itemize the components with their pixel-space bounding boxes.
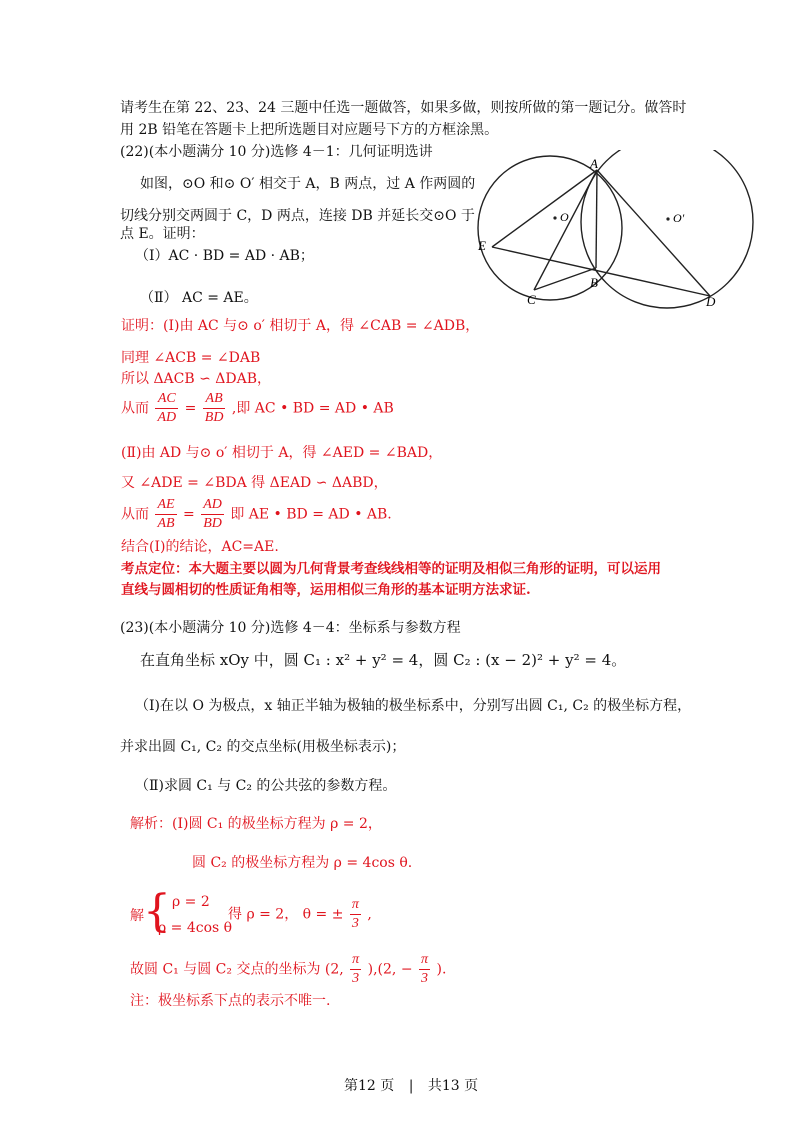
q23-sol-4-suffix: ).	[436, 961, 447, 978]
q22-sol-4-frac-2	[203, 390, 226, 427]
q22-body-2: 切线分别交两圆于 C，D 两点，连接 DB 并延长交⊙O 于	[120, 208, 475, 224]
q22-sol-4-frac-2-den: BD	[204, 410, 224, 425]
center-o-dot	[553, 216, 556, 219]
circle-o	[478, 156, 622, 300]
q22-sol-3: 所以 ΔACB ∽ ΔDAB，	[121, 371, 272, 387]
q22-sol-4-frac-1	[155, 390, 178, 427]
q23-sol-1: 解析：(Ⅰ)圆 C₁ 的极坐标方程为 ρ = 2，	[130, 816, 382, 832]
q22-sol-7-frac-1-den: AB	[157, 516, 175, 531]
q23-sol-3-sys-1: ρ = 2	[172, 894, 210, 910]
q23-sol-3-frac-num: π	[350, 896, 361, 915]
q23-sol-3-sys-2: ρ = 4cos θ	[158, 920, 233, 936]
q22-sol-4-suffix: ,即 AC • BD = AD • AB	[231, 400, 394, 417]
q23-sol-3-suffix: ,	[367, 906, 372, 923]
label-d: D	[706, 294, 716, 309]
footer-page: 第12 页	[344, 1078, 395, 1094]
circle-o-prime	[581, 150, 753, 308]
footer-sep: |	[408, 1078, 414, 1094]
q23-sol-4-frac-1-den: 3	[352, 971, 360, 986]
label-o-prime: O′	[673, 211, 685, 225]
q23-sol-3-mid: 得 ρ = 2， θ = ±	[228, 906, 344, 923]
q22-sol-7-suffix: 即 AE • BD = AD • AB.	[230, 506, 392, 523]
q23-sol-3-frac-den: 3	[351, 916, 359, 931]
q22-sol-7-frac-1	[155, 496, 176, 533]
label-a: A	[590, 156, 598, 171]
q22-sol-7	[121, 496, 392, 533]
q22-sol-4-frac-1-den: AD	[157, 410, 177, 425]
footer-total: 共13 页	[427, 1078, 479, 1094]
q22-part-2: （Ⅱ） AC = AE。	[140, 290, 258, 306]
q22-sol-4-frac-2-num: AB	[203, 390, 226, 409]
q23-sol-5: 注：极坐标系下点的表示不唯一.	[130, 993, 331, 1009]
q22-sol-4-eq: =	[184, 400, 197, 417]
q23-header: (23)(本小题满分 10 分)选修 4－4：坐标系与参数方程	[120, 620, 461, 636]
q23-sol-4-frac-2-num: π	[419, 951, 430, 970]
q23-sol-4-frac-1	[350, 951, 361, 988]
q23-part-1b: 并求出圆 C₁, C₂ 的交点坐标(用极坐标表示)；	[120, 739, 406, 755]
label-o: O	[560, 210, 569, 224]
q23-sol-4-frac-2-den: 3	[421, 971, 429, 986]
q22-sol-1: 证明：(Ⅰ)由 AC 与⊙ o′ 相切于 A，得 ∠CAB = ∠ADB，	[121, 318, 480, 334]
q22-sol-7-prefix: 从而	[121, 506, 149, 523]
q22-sol-4	[121, 390, 394, 427]
q22-sol-6: 又 ∠ADE = ∠BDA 得 ΔEAD ∽ ΔABD，	[121, 475, 388, 491]
label-b: B	[590, 275, 598, 290]
center-o-prime-dot	[666, 217, 669, 220]
q22-part-1: （Ⅰ）AC · BD = AD · AB；	[135, 248, 314, 264]
q22-body-3: 点 E。证明：	[120, 226, 205, 242]
q23-sol-4-mid: ),(2, −	[367, 961, 413, 978]
q23-sol-3-brace: {	[143, 886, 171, 937]
intro-line-1: 请考生在第 22、23、24 三题中任选一题做答，如果多做，则按所做的第一题记分。做答时	[120, 100, 687, 116]
q22-sol-7-frac-2	[201, 496, 224, 533]
q22-header: (22)(本小题满分 10 分)选修 4－1：几何证明选讲	[120, 144, 433, 160]
q22-sol-7-frac-2-den: BD	[203, 516, 222, 531]
q22-sol-7-eq: =	[183, 506, 195, 523]
geometry-figure	[472, 150, 772, 310]
q23-sol-3-prefix: 解	[130, 908, 144, 924]
intro-line-2: 用 2B 铅笔在答题卡上把所选题目对应题号下方的方框涂黑。	[120, 122, 499, 138]
page-footer	[344, 1077, 478, 1095]
q22-sol-4-frac-1-num: AC	[155, 390, 178, 409]
label-c: C	[527, 292, 536, 307]
q23-body-1: 在直角坐标 xOy 中，圆 C₁ : x² + y² = 4，圆 C₂ : (x − 2)² + y² = 4。	[140, 651, 627, 669]
q23-sol-3-frac	[350, 896, 361, 933]
q23-sol-3-rest	[228, 896, 372, 933]
q22-sol-2: 同理 ∠ACB = ∠DAB	[121, 350, 261, 366]
q22-body-1: 如图，⊙O 和⊙ O′ 相交于 A，B 两点，过 A 作两圆的	[140, 176, 476, 192]
q22-sol-5: (Ⅱ)由 AD 与⊙ o′ 相切于 A，得 ∠AED = ∠BAD，	[121, 445, 443, 461]
q23-sol-4-prefix: 故圆 C₁ 与圆 C₂ 交点的坐标为 (2,	[130, 961, 344, 978]
q22-note-2: 直线与圆相切的性质证角相等，运用相似三角形的基本证明方法求证.	[121, 582, 531, 598]
q22-sol-4-prefix: 从而	[121, 400, 149, 417]
q22-note-1: 考点定位：本大题主要以圆为几何背景考查线线相等的证明及相似三角形的证明，可以运用	[121, 561, 661, 577]
q22-sol-8: 结合(Ⅰ)的结论，AC=AE.	[121, 539, 279, 555]
q23-part-1a: （Ⅰ)在以 O 为极点，x 轴正半轴为极轴的极坐标系中，分别写出圆 C₁, C₂ 的极坐标方程，	[135, 698, 692, 714]
q23-part-2: （Ⅱ)求圆 C₁ 与 C₂ 的公共弦的参数方程。	[135, 778, 397, 794]
q22-sol-7-frac-2-num: AD	[201, 496, 224, 515]
label-e: E	[478, 238, 486, 253]
q23-sol-2: 圆 C₂ 的极坐标方程为 ρ = 4cos θ.	[192, 855, 413, 871]
q23-sol-4-frac-2	[419, 951, 430, 988]
q23-sol-4-frac-1-num: π	[350, 951, 361, 970]
q22-sol-7-frac-1-num: AE	[155, 496, 176, 515]
q23-sol-4	[130, 951, 446, 988]
